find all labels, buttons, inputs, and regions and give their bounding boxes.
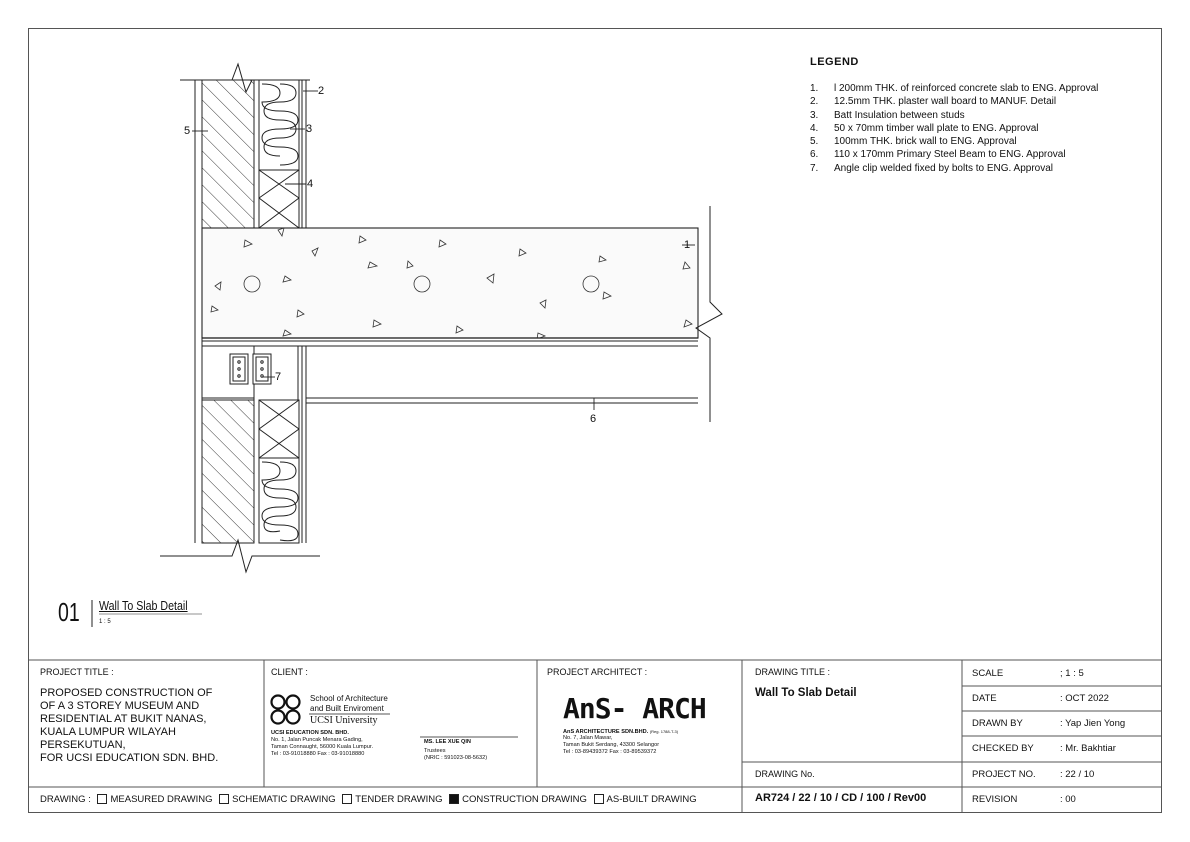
project-title: PROPOSED CONSTRUCTION OF OF A 3 STOREY MUSEUM AND RESIDENTIAL AT BUKIT NANAS, KUALA LUMPUR WILAYAH PERSEKUTUAN, FOR UCSI EDUCATION SDN. BHD.: [40, 687, 219, 764]
architect-address: No. 7, Jalan Mawar, Taman Bukit Serdang, 43300 Selangor Tel : 03-89439372 Fax : 03-89539372: [563, 735, 660, 755]
drawing-no-label: DRAWING No.: [755, 769, 815, 779]
architect-logo: AnS- ARCH: [563, 692, 706, 725]
callout-3: 3: [306, 123, 313, 135]
legend-item: 7. Angle clip welded fixed by bolts to ENG. Approval: [810, 162, 1054, 174]
break-line-bottom: [160, 540, 320, 572]
client-address: No. 1, Jalan Puncak Menara Gading, Taman Connaught, 56000 Kuala Lumpur. Tel : 03-91018880 Fax : 03-91018880: [271, 737, 374, 757]
callout-2: 2: [318, 85, 325, 97]
client-university: UCSI University: [310, 715, 378, 726]
concrete-slab: [202, 228, 698, 339]
as-built-drawing-label: AS-BUILT DRAWING: [606, 794, 697, 805]
revision-value: : 00: [1060, 794, 1076, 805]
legend-item: 1. l 200mm THK. of reinforced concrete slab to ENG. Approval: [810, 83, 1099, 94]
tender-drawing-label: TENDER DRAWING: [355, 794, 443, 805]
construction-drawing-label: CONSTRUCTION DRAWING: [462, 794, 587, 805]
legend-item: 5. 100mm THK. brick wall to ENG. Approval: [810, 136, 1017, 148]
legend-item: 2. 12.5mm THK. plaster wall board to MANUF. Detail: [810, 96, 1057, 108]
drawing-type-row: [40, 794, 697, 805]
callout-7: 7: [275, 371, 282, 383]
legend-item: 6. 110 x 170mm Primary Steel Beam to ENG. Approval: [810, 149, 1066, 161]
checked-by-value: : Mr. Bakhtiar: [1060, 743, 1116, 754]
checkbox-construction-drawing[interactable]: [449, 794, 459, 804]
drawn-by-value: : Yap Jien Yong: [1060, 718, 1126, 729]
legend-item: 3. Batt Insulation between studs: [810, 109, 965, 121]
date-value: : OCT 2022: [1060, 693, 1109, 704]
callout-1: 1: [684, 239, 691, 251]
architect-company: AnS ARCHITECTURE SDN.BHD.: [563, 729, 649, 735]
client-person-details: Trustees (NRIC : 591023-08-5632): [424, 748, 488, 761]
project-no-value: : 22 / 10: [1060, 769, 1095, 780]
brick-wall-upper: [202, 80, 254, 228]
project-title-label: PROJECT TITLE :: [40, 667, 114, 677]
detail-scale: 1 : 5: [99, 619, 111, 625]
client-school: School of Architecture and Built Enviroment: [310, 694, 388, 713]
client-person: MS. LEE XUE QIN: [424, 739, 471, 745]
brick-wall-lower: [202, 400, 254, 543]
drawing-no: AR724 / 22 / 10 / CD / 100 / Rev00: [755, 792, 927, 804]
client-company: UCSI EDUCATION SDN. BHD.: [271, 730, 349, 736]
measured-drawing-label: MEASURED DRAWING: [110, 794, 213, 805]
drawing-title-label: DRAWING TITLE :: [755, 667, 831, 677]
checkbox-as-built-drawing[interactable]: [594, 794, 604, 804]
stud-cavity-lower: [259, 400, 306, 543]
callout-4: 4: [307, 178, 314, 190]
detail-number: 01: [58, 597, 80, 627]
checked-by-label: CHECKED BY: [972, 743, 1034, 754]
stud-cavity-upper: [259, 80, 306, 228]
legend-list: [810, 82, 1098, 175]
ucsi-logo: [272, 696, 300, 724]
schematic-drawing-label: SCHEMATIC DRAWING: [232, 794, 336, 805]
scale-value: ; 1 : 5: [1060, 668, 1084, 679]
revision-label: REVISION: [972, 794, 1018, 805]
detail-title: Wall To Slab Detail: [99, 599, 188, 613]
break-line-top: [180, 64, 310, 92]
client-label: CLIENT :: [271, 667, 308, 677]
break-line-right: [696, 206, 722, 422]
legend-title: LEGEND: [810, 56, 859, 68]
legend-item: 4. 50 x 70mm timber wall plate to ENG. Approval: [810, 122, 1039, 134]
scale-label: SCALE: [972, 668, 1004, 679]
project-architect-label: PROJECT ARCHITECT :: [547, 667, 648, 677]
checkbox-measured-drawing[interactable]: [97, 794, 107, 804]
drawing-types-label: DRAWING :: [40, 794, 91, 805]
checkbox-tender-drawing[interactable]: [342, 794, 352, 804]
drawn-by-label: DRAWN BY: [972, 718, 1023, 729]
checkbox-schematic-drawing[interactable]: [219, 794, 229, 804]
callout-5: 5: [184, 125, 191, 137]
project-no-label: PROJECT NO.: [972, 769, 1036, 780]
angle-clip: [230, 354, 271, 384]
date-label: DATE: [972, 693, 997, 704]
callout-6: 6: [590, 413, 597, 425]
drawing-title: Wall To Slab Detail: [755, 687, 857, 699]
architect-reg: (Reg. 1788-T-3): [649, 729, 679, 734]
